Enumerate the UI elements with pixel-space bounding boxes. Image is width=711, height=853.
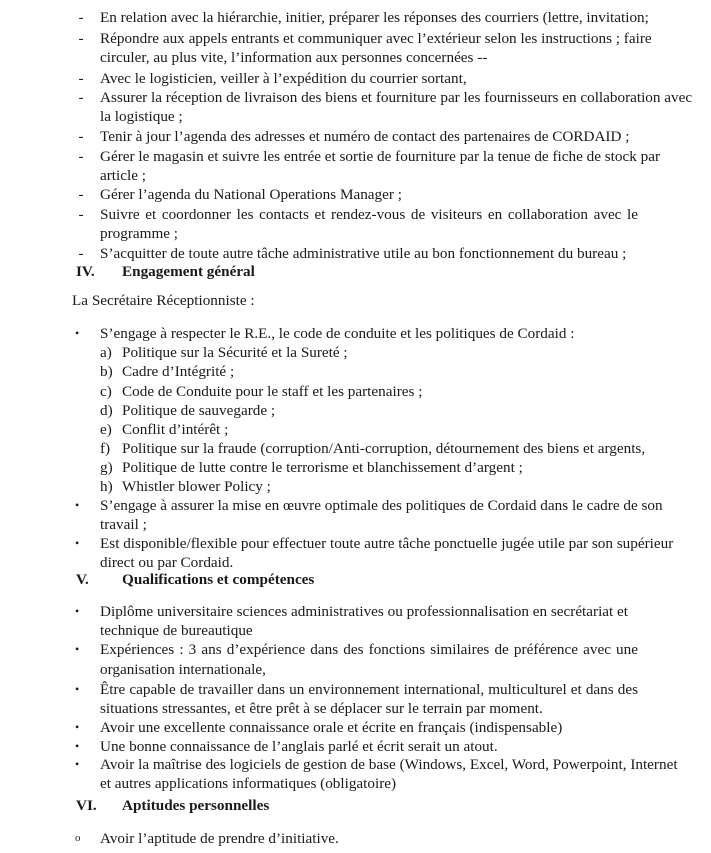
bullet-icon: • xyxy=(75,498,80,512)
qualification-text: organisation internationale, xyxy=(100,661,266,678)
policy-text: Code de Conduite pour le staff et les partenaires ; xyxy=(122,383,423,400)
duty-text: Gérer le magasin et suivre les entrée et sortie de fourniture par la tenue de fiche de stock par xyxy=(100,148,661,165)
policy-text: Politique sur la fraude (corruption/Anti-corruption, détournement des biens et argents, xyxy=(122,440,646,457)
skill-text: Avoir l’aptitude de prendre d’initiative. xyxy=(100,830,339,847)
duty-text: Répondre aux appels entrants et communiquer avec l’extérieur selon les instructions ; faire xyxy=(100,30,652,47)
section-number: IV. xyxy=(76,263,95,280)
policy-label: b) xyxy=(100,363,113,380)
bullet-icon: • xyxy=(75,536,80,550)
bullet-text: S’engage à assurer la mise en œuvre optimale des politiques de Cordaid dans le cadre de son xyxy=(100,497,663,514)
dash-marker: - xyxy=(78,148,84,165)
section-number: VI. xyxy=(76,797,97,814)
qualification-text: Expériences : 3 ans d’expérience dans des fonctions similaires de préférence avec une xyxy=(100,641,638,658)
qualification-text: Diplôme universitaire sciences administratives ou professionnalisation en secrétariat et xyxy=(100,603,629,620)
bullet-text: travail ; xyxy=(100,516,147,533)
policy-text: Whistler blower Policy ; xyxy=(122,478,271,495)
duty-text: Gérer l’agenda du National Operations Manager ; xyxy=(100,186,402,203)
section-title: Qualifications et compétences xyxy=(122,571,315,588)
qualification-text: Une bonne connaissance de l’anglais parlé et écrit serait un atout. xyxy=(100,738,498,755)
bullet-text: S’engage à respecter le R.E., le code de conduite et les politiques de Cordaid : xyxy=(100,325,575,342)
policy-label: a) xyxy=(100,344,112,361)
duty-text: circuler, au plus vite, l’information aux personnes concernées -- xyxy=(100,49,488,66)
policy-label: d) xyxy=(100,402,113,419)
duty-text: article ; xyxy=(100,167,146,184)
policy-text: Cadre d’Intégrité ; xyxy=(122,363,235,380)
dash-marker: - xyxy=(78,186,84,203)
policy-text: Politique sur la Sécurité et la Sureté ; xyxy=(122,344,348,361)
duty-text: la logistique ; xyxy=(100,108,183,125)
policy-label: h) xyxy=(100,478,113,495)
bullet-icon: • xyxy=(75,757,80,771)
qualification-text: Être capable de travailler dans un environnement international, multiculturel et dans des xyxy=(100,681,638,698)
hollow-bullet-icon: o xyxy=(75,832,81,844)
policy-text: Conflit d’intérêt ; xyxy=(122,421,229,438)
qualification-text: Avoir une excellente connaissance orale et écrite en français (indispensable) xyxy=(100,719,563,736)
section-title: Aptitudes personnelles xyxy=(122,797,270,814)
qualification-text: Avoir la maîtrise des logiciels de gestion de base (Windows, Excel, Word, Powerpoint, Internet xyxy=(100,756,678,773)
dash-marker: - xyxy=(78,206,84,223)
policy-text: Politique de lutte contre le terrorisme et blanchissement d’argent ; xyxy=(122,459,523,476)
duty-text: S’acquitter de toute autre tâche administrative utile au bon fonctionnement du bureau ; xyxy=(100,245,627,262)
intro-text: La Secrétaire Réceptionniste : xyxy=(72,292,255,309)
qualification-text: et autres applications informatiques (obligatoire) xyxy=(100,775,397,792)
policy-label: f) xyxy=(100,440,111,457)
dash-marker: - xyxy=(78,30,84,47)
qualification-text: situations stressantes, et être prêt à se déplacer sur le terrain par moment. xyxy=(100,700,543,717)
bullet-icon: • xyxy=(75,682,80,696)
section-number: V. xyxy=(76,571,89,588)
bullet-icon: • xyxy=(75,604,80,618)
duty-text: Tenir à jour l’agenda des adresses et numéro de contact des partenaires de CORDAID ; xyxy=(100,128,630,145)
policy-label: e) xyxy=(100,421,112,438)
dash-marker: - xyxy=(78,128,84,145)
section-title: Engagement général xyxy=(122,263,255,280)
dash-marker: - xyxy=(78,245,84,262)
bullet-text: Est disponible/flexible pour effectuer toute autre tâche ponctuelle jugée utile par son supérieur xyxy=(100,535,674,552)
dash-marker: - xyxy=(78,89,84,106)
bullet-icon: • xyxy=(75,720,80,734)
duty-text: Assurer la réception de livraison des biens et fourniture par les fournisseurs en collaboration avec xyxy=(100,89,693,106)
policy-label: c) xyxy=(100,383,112,400)
duty-text: En relation avec la hiérarchie, initier, préparer les réponses des courriers (lettre, invitation; xyxy=(100,9,649,26)
bullet-icon: • xyxy=(75,326,80,340)
qualification-text: technique de bureautique xyxy=(100,622,253,639)
policy-label: g) xyxy=(100,459,113,476)
duty-text: Avec le logisticien, veiller à l’expédition du courrier sortant, xyxy=(100,70,467,87)
bullet-text: direct ou par Cordaid. xyxy=(100,554,234,571)
bullet-icon: • xyxy=(75,642,80,656)
duty-text: Suivre et coordonner les contacts et rendez-vous de visiteurs en collaboration avec le xyxy=(100,206,638,223)
dash-marker: - xyxy=(78,70,84,87)
bullet-icon: • xyxy=(75,739,80,753)
duty-text: programme ; xyxy=(100,225,179,242)
policy-text: Politique de sauvegarde ; xyxy=(122,402,276,419)
dash-marker: - xyxy=(78,9,84,26)
